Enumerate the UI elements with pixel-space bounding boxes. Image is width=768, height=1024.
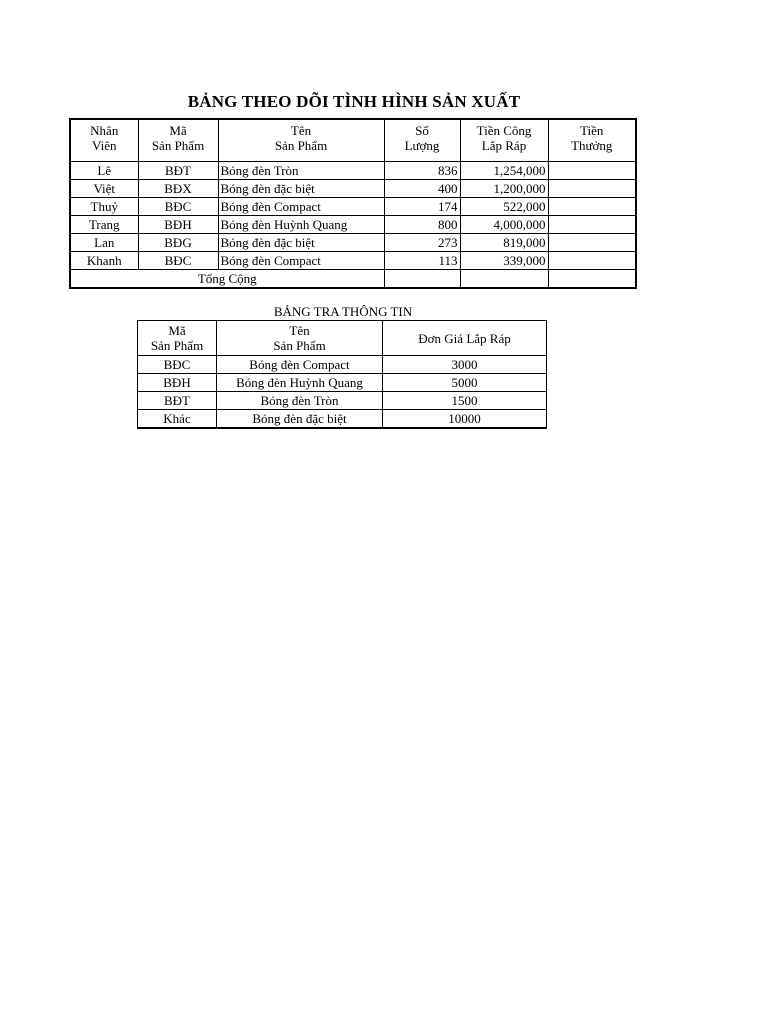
cell-tien-cong: 522,000: [460, 198, 548, 216]
table-row: [138, 374, 547, 392]
lookup-table: [137, 320, 547, 429]
cell-tien-cong: 1,200,000: [460, 180, 548, 198]
cell-ten-san-pham: Bóng đèn Compact: [218, 252, 384, 270]
cell-ma-san-pham: BĐH: [138, 216, 218, 234]
cell-nhan-vien: Thuỷ: [70, 198, 138, 216]
column-header-ma-san-pham: Mã Sản Phẩm: [138, 119, 218, 162]
cell-don-gia: 1500: [383, 392, 547, 410]
cell-tien-thuong: [548, 252, 636, 270]
table-row: [70, 234, 636, 252]
cell-tien-thuong: [548, 216, 636, 234]
table-row: [138, 392, 547, 410]
column-header-nhan-vien: Nhân Viên: [70, 119, 138, 162]
column-header-tien-thuong: Tiền Thưởng: [548, 119, 636, 162]
cell-tien-cong: 1,254,000: [460, 162, 548, 180]
cell-don-gia: 3000: [383, 356, 547, 374]
column-header-don-gia: Đơn Giá Lắp Ráp: [383, 321, 547, 356]
column-header-ten-san-pham: Tên Sản Phẩm: [218, 119, 384, 162]
cell-ma: BĐH: [138, 374, 217, 392]
cell-ma: BĐC: [138, 356, 217, 374]
table-row: [138, 356, 547, 374]
cell-ma-san-pham: BĐC: [138, 252, 218, 270]
total-tien-thuong: [548, 270, 636, 289]
table-row: [138, 410, 547, 429]
cell-ten-san-pham: Bóng đèn Huỳnh Quang: [218, 216, 384, 234]
cell-tien-thuong: [548, 162, 636, 180]
cell-tien-thuong: [548, 198, 636, 216]
cell-so-luong: 113: [384, 252, 460, 270]
cell-ten-san-pham: Bóng đèn Tròn: [218, 162, 384, 180]
cell-so-luong: 174: [384, 198, 460, 216]
cell-ten: Bóng đèn Huỳnh Quang: [217, 374, 383, 392]
cell-nhan-vien: Khanh: [70, 252, 138, 270]
cell-ten: Bóng đèn Tròn: [217, 392, 383, 410]
table-header-row: [138, 321, 547, 356]
column-header-ma: Mã Sản Phẩm: [138, 321, 217, 356]
cell-so-luong: 800: [384, 216, 460, 234]
cell-tien-cong: 819,000: [460, 234, 548, 252]
table-row: [70, 216, 636, 234]
production-table: [69, 118, 637, 289]
cell-ten-san-pham: Bóng đèn đặc biệt: [218, 234, 384, 252]
lookup-table-title: BẢNG TRA THÔNG TIN: [273, 304, 413, 319]
cell-ma-san-pham: BĐG: [138, 234, 218, 252]
cell-ten-san-pham: Bóng đèn Compact: [218, 198, 384, 216]
cell-nhan-vien: Lê: [70, 162, 138, 180]
total-so-luong: [384, 270, 460, 289]
page-title: BẢNG THEO DÕI TÌNH HÌNH SẢN XUẤT: [187, 92, 521, 111]
cell-ten: Bóng đèn Compact: [217, 356, 383, 374]
column-header-tien-cong: Tiền Công Lắp Ráp: [460, 119, 548, 162]
cell-so-luong: 836: [384, 162, 460, 180]
table-row: [70, 180, 636, 198]
table-row: [70, 252, 636, 270]
total-label: Tổng Cộng: [197, 271, 257, 286]
cell-tien-thuong: [548, 234, 636, 252]
total-tien-cong: [460, 270, 548, 289]
cell-ma-san-pham: BĐX: [138, 180, 218, 198]
cell-tien-cong: 339,000: [460, 252, 548, 270]
cell-ma: BĐT: [138, 392, 217, 410]
cell-don-gia: 10000: [383, 410, 547, 429]
total-row: [70, 270, 636, 289]
cell-ten-san-pham: Bóng đèn đặc biệt: [218, 180, 384, 198]
table-header-row: [70, 119, 636, 162]
table-row: [70, 198, 636, 216]
cell-tien-thuong: [548, 180, 636, 198]
column-header-ten: Tên Sản Phẩm: [217, 321, 383, 356]
column-header-so-luong: Số Lượng: [384, 119, 460, 162]
cell-so-luong: 273: [384, 234, 460, 252]
cell-so-luong: 400: [384, 180, 460, 198]
cell-ma-san-pham: BĐT: [138, 162, 218, 180]
table-row: [70, 162, 636, 180]
cell-tien-cong: 4,000,000: [460, 216, 548, 234]
cell-ma: Khác: [138, 410, 217, 429]
cell-nhan-vien: Lan: [70, 234, 138, 252]
cell-don-gia: 5000: [383, 374, 547, 392]
cell-ten: Bóng đèn đặc biệt: [217, 410, 383, 429]
cell-nhan-vien: Trang: [70, 216, 138, 234]
cell-nhan-vien: Việt: [70, 180, 138, 198]
cell-ma-san-pham: BĐC: [138, 198, 218, 216]
